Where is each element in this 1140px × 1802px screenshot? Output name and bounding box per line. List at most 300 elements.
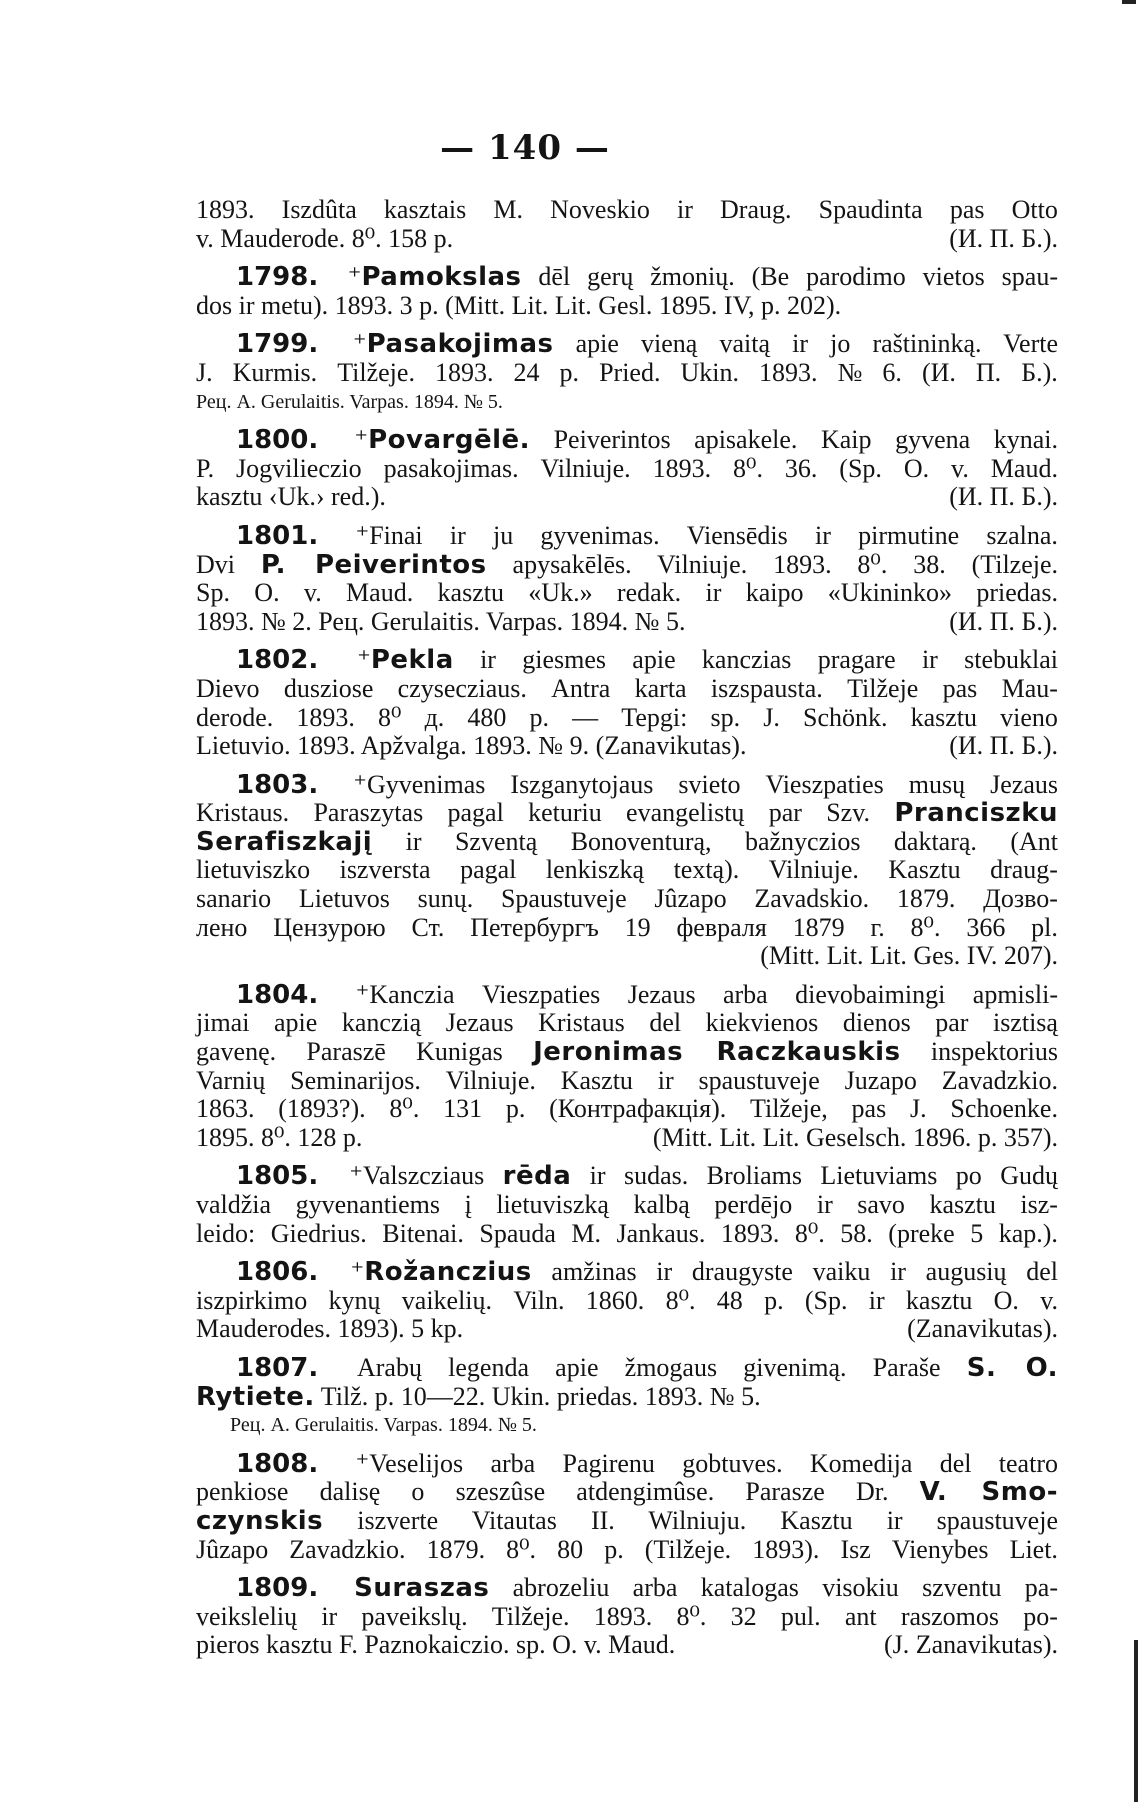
text-line bbox=[196, 1315, 1058, 1344]
word: spaustuveje bbox=[698, 1065, 820, 1095]
highlighted-name: P. Peiverintos bbox=[260, 549, 487, 580]
line-text bbox=[196, 646, 1058, 675]
word: Maud. bbox=[990, 453, 1058, 483]
word: dievobaimingi bbox=[795, 979, 946, 1009]
word: ⁺Gyvenimas bbox=[353, 769, 486, 799]
line-content: ⁺Pamokslas dēl gerų žmonių. (Be parodimo vietos spau- bbox=[347, 262, 1058, 293]
word: ir bbox=[676, 195, 693, 224]
entry-number: 1803. bbox=[236, 769, 319, 800]
bibliography-entry bbox=[196, 1450, 1058, 1564]
text-line bbox=[196, 1191, 1058, 1220]
line-text bbox=[196, 263, 1058, 292]
line-text bbox=[196, 292, 841, 321]
line-text bbox=[196, 388, 503, 417]
word: «Ukininko» bbox=[827, 578, 953, 608]
line-text bbox=[196, 732, 746, 761]
word: № bbox=[837, 357, 863, 387]
word: Lietuvos bbox=[298, 884, 390, 914]
word: Vieszpaties bbox=[765, 769, 884, 799]
word: gobtuves. bbox=[682, 1448, 783, 1478]
line-text bbox=[196, 1162, 1058, 1191]
line-text bbox=[196, 608, 686, 637]
source-ref: (И. П. Б.). bbox=[949, 606, 1058, 636]
highlighted-name: rēda bbox=[502, 1161, 572, 1192]
word: J. bbox=[909, 1094, 927, 1124]
word: 8⁰. bbox=[506, 1534, 537, 1564]
word: 8⁰. bbox=[733, 453, 763, 483]
word: ir bbox=[816, 1190, 833, 1219]
word: (Sp. bbox=[804, 1285, 848, 1315]
text-line bbox=[196, 646, 1058, 675]
word: O. bbox=[254, 578, 280, 608]
word: Viensēdis bbox=[686, 520, 788, 550]
highlighted-name: Pekla bbox=[370, 645, 454, 676]
line-content: ⁺Povargēlē. Peiverintos apisakele. Kaip gyvena kynai. bbox=[354, 425, 1058, 456]
line-text bbox=[196, 1038, 1058, 1067]
word: Tilžeje bbox=[847, 673, 919, 703]
bibliography-entry bbox=[196, 1258, 1058, 1344]
bibliography-entry bbox=[196, 1354, 1058, 1440]
text-line bbox=[196, 1162, 1058, 1191]
text-line bbox=[196, 579, 1058, 608]
word: ju bbox=[492, 520, 514, 550]
line-content: ⁺Rožanczius amžinas ir draugyste vaiku ir augusių del bbox=[350, 1257, 1058, 1288]
entry-number: 1802. bbox=[236, 645, 348, 676]
word: лено bbox=[196, 912, 248, 942]
word: veikslelių bbox=[196, 1601, 298, 1631]
text-line bbox=[196, 675, 1058, 704]
text-line bbox=[196, 330, 1058, 359]
word: Komedija bbox=[809, 1448, 913, 1478]
word: февраля bbox=[676, 912, 767, 942]
line-text bbox=[230, 1411, 537, 1440]
word: ⁺Finai bbox=[355, 520, 423, 550]
word: kanczią bbox=[341, 1008, 422, 1038]
text-line bbox=[196, 828, 1058, 857]
word: (И. bbox=[921, 357, 956, 387]
entry-number: 1805. bbox=[236, 1161, 340, 1192]
word: ir bbox=[815, 520, 831, 550]
text-line bbox=[196, 483, 1058, 512]
word: arba bbox=[722, 979, 768, 1009]
text-line bbox=[196, 1450, 1058, 1479]
word: Juzapo bbox=[844, 1065, 917, 1095]
entry-number: 1799. bbox=[236, 329, 343, 360]
line-text bbox=[196, 1315, 463, 1344]
word: perdējo bbox=[714, 1190, 793, 1219]
text-line bbox=[196, 359, 1058, 388]
line-content: Lietuvio. 1893. Apžvalga. 1893. № 9. (Zanavikutas). bbox=[196, 731, 747, 761]
line-content: ⁺Pekla ir giesmes apie kanczias pragare ir stebuklai bbox=[357, 645, 1058, 676]
word: į bbox=[464, 1190, 472, 1219]
text-line bbox=[196, 1507, 1058, 1536]
text-line bbox=[196, 1095, 1058, 1124]
text-line bbox=[196, 1287, 1058, 1316]
word: 8⁰. bbox=[676, 1601, 707, 1631]
line-content: Rytiete. Tilž. p. 10—22. Ukin. priedas. 1893. № 5. bbox=[196, 1381, 761, 1412]
line-text bbox=[196, 426, 1058, 455]
highlighted-name: Povargēlē. bbox=[368, 425, 531, 456]
word: redak. bbox=[616, 578, 682, 608]
line-content: Serafiszkajį ir Szventą Bonoventurą, bažnyczios daktarą. (Ant bbox=[196, 826, 1058, 857]
word: textą). bbox=[673, 855, 740, 885]
line-text bbox=[196, 1631, 675, 1660]
word: sp. bbox=[710, 702, 741, 732]
word: 5 bbox=[970, 1218, 984, 1248]
text-line bbox=[196, 704, 1058, 733]
word: ⁺Kanczia bbox=[355, 979, 455, 1009]
line-text bbox=[196, 1574, 1058, 1603]
word: pas bbox=[942, 673, 978, 703]
word: Pagirenu bbox=[562, 1448, 655, 1478]
word: kasztais bbox=[383, 195, 467, 224]
word: Kasztu bbox=[888, 855, 961, 885]
entry-number: 1807. bbox=[236, 1352, 347, 1383]
word: del bbox=[649, 1008, 682, 1038]
word: Seminarijos. bbox=[290, 1065, 421, 1095]
word: П. bbox=[975, 357, 1002, 387]
text-line bbox=[196, 263, 1058, 292]
word: Noveskio bbox=[550, 195, 650, 224]
word: Zavadzkio. bbox=[941, 1065, 1058, 1095]
word: kasztu bbox=[437, 578, 504, 608]
word: д. bbox=[424, 702, 445, 732]
word: sanario bbox=[196, 884, 272, 914]
line-text bbox=[196, 1507, 1058, 1536]
word: Цензурою bbox=[273, 912, 386, 942]
line-text bbox=[196, 1478, 1058, 1507]
word: г. bbox=[870, 912, 885, 942]
word: Tepgi: bbox=[621, 702, 688, 732]
word: (Tilžeje. bbox=[644, 1534, 732, 1564]
word: P. bbox=[196, 453, 215, 483]
word: Spaustuveje bbox=[500, 884, 627, 914]
word: raszomos bbox=[900, 1601, 1000, 1631]
text-line bbox=[196, 1536, 1058, 1565]
word: «Uk.» bbox=[528, 578, 593, 608]
word: dienos bbox=[842, 1008, 911, 1038]
word: ir bbox=[705, 578, 722, 608]
edge-mark-top bbox=[1122, 0, 1136, 4]
word: Tilžeje. bbox=[491, 1601, 570, 1631]
text-line bbox=[196, 1354, 1058, 1383]
word: Kurmis. bbox=[232, 357, 318, 387]
text-line bbox=[196, 522, 1058, 551]
source-ref: (И. П. Б.). bbox=[949, 223, 1058, 253]
text-line bbox=[196, 225, 1058, 254]
word: iszspausta. bbox=[710, 673, 823, 703]
text-line bbox=[196, 1631, 1058, 1660]
word: karta bbox=[634, 673, 687, 703]
word: musų bbox=[908, 769, 966, 799]
text-line bbox=[196, 388, 1058, 417]
word: Draug. bbox=[720, 195, 792, 224]
word: 48 bbox=[716, 1285, 743, 1315]
text-line bbox=[196, 1383, 1058, 1412]
line-text bbox=[196, 225, 453, 254]
word: Б.). bbox=[1021, 357, 1058, 387]
word: vieno bbox=[1000, 702, 1058, 732]
bibliography-entry bbox=[196, 263, 1058, 320]
highlighted-name: S. O. bbox=[966, 1352, 1058, 1383]
line-content: 1895. 8⁰. 128 p. bbox=[196, 1122, 363, 1152]
text-line bbox=[196, 981, 1058, 1010]
word: p. bbox=[604, 1534, 624, 1564]
word: iszpirkimo bbox=[196, 1285, 308, 1315]
word: 32 bbox=[730, 1601, 757, 1631]
word: Liet. bbox=[1009, 1534, 1058, 1564]
word: p. bbox=[505, 1094, 526, 1124]
highlighted-name: czynskis bbox=[196, 1505, 324, 1536]
word: ⁺Veselijos bbox=[355, 1448, 464, 1478]
word: Tilžeje, bbox=[750, 1094, 828, 1124]
word: czysecziaus. bbox=[397, 673, 527, 703]
bibliography-entry bbox=[196, 196, 1058, 253]
word: Antra bbox=[551, 673, 611, 703]
word: kap.). bbox=[998, 1218, 1058, 1248]
word: iszversta bbox=[339, 855, 431, 885]
word: teatro bbox=[998, 1448, 1058, 1478]
line-content: Рец. А. Gerulaitis. Varpas. 1894. № 5. bbox=[196, 390, 503, 413]
text-line bbox=[196, 426, 1058, 455]
word: Schönk. bbox=[802, 702, 888, 732]
bibliography-entry bbox=[196, 1162, 1058, 1248]
word: Дозво- bbox=[983, 884, 1058, 914]
bibliography-entry bbox=[196, 426, 1058, 512]
word: (Контрафакція). bbox=[549, 1094, 727, 1124]
word: p. bbox=[529, 702, 550, 732]
entry-number: 1804. bbox=[236, 979, 319, 1010]
word: kasztu bbox=[910, 702, 978, 732]
word: dusziose bbox=[283, 673, 374, 703]
word: arba bbox=[490, 1448, 536, 1478]
word: kaipo bbox=[745, 578, 804, 608]
word: 1893. bbox=[296, 702, 355, 732]
line-content: v. Mauderode. 8⁰. 158 p. bbox=[196, 223, 454, 253]
line-text bbox=[196, 551, 1058, 580]
highlighted-name: Jeronimas Raczkauskis bbox=[533, 1037, 901, 1068]
word: sunų. bbox=[417, 884, 474, 914]
word: Zavadzkio. bbox=[289, 1534, 406, 1564]
word: 1893. bbox=[196, 195, 255, 224]
text-line bbox=[196, 1478, 1058, 1507]
word: Jûzapo bbox=[654, 884, 727, 914]
text-line bbox=[196, 1258, 1058, 1287]
word: 1860. bbox=[585, 1285, 645, 1315]
text-line bbox=[196, 799, 1058, 828]
word: 1893. bbox=[652, 453, 712, 483]
word: Ukin. bbox=[680, 357, 739, 387]
word: 6. bbox=[882, 357, 902, 387]
line-text bbox=[196, 330, 1058, 359]
source-ref: (Zanavikutas). bbox=[907, 1314, 1058, 1344]
word: 1893. bbox=[593, 1601, 653, 1631]
bibliography-entry bbox=[196, 981, 1058, 1153]
word: gyvenimas. bbox=[540, 520, 660, 550]
word: Bitenai. bbox=[382, 1218, 464, 1248]
text-line bbox=[196, 1603, 1058, 1632]
word: pl. bbox=[1031, 912, 1058, 942]
word: kiekvienos bbox=[705, 1008, 819, 1038]
word: (preke bbox=[888, 1218, 955, 1248]
word: 1893. bbox=[759, 357, 818, 387]
line-text bbox=[196, 483, 386, 512]
text-line bbox=[196, 1038, 1058, 1067]
text-line bbox=[196, 1574, 1058, 1603]
word: Schoenke. bbox=[950, 1094, 1058, 1124]
word: Jezaus bbox=[445, 1008, 514, 1038]
word: lietuviszko bbox=[196, 855, 311, 885]
highlighted-name: Rytiete. bbox=[196, 1381, 315, 1412]
entry-number: 1808. bbox=[236, 1448, 319, 1479]
line-text bbox=[196, 1354, 1058, 1383]
word: 58. bbox=[840, 1218, 873, 1248]
text-line bbox=[196, 196, 1058, 225]
line-content: ⁺Pasakojimas apie vieną vaitą ir jo raštininką. Verte bbox=[352, 329, 1058, 360]
text-line bbox=[196, 455, 1058, 484]
word: ir bbox=[321, 1601, 338, 1631]
word: 1893. bbox=[434, 357, 494, 387]
word: jimai bbox=[196, 1008, 250, 1038]
word: (Sp. bbox=[839, 453, 882, 483]
entry-number: 1801. bbox=[236, 520, 319, 551]
line-content: Kristaus. Paraszytas pagal keturiu evangelistų par Szv. Pranciszku bbox=[196, 798, 1058, 829]
highlighted-name: Serafiszkajį bbox=[196, 826, 373, 857]
word: par bbox=[935, 1008, 969, 1038]
word: Ст. bbox=[411, 912, 445, 942]
word: Iszdûta bbox=[281, 195, 357, 224]
line-content: Dvi P. Peiverintos apysakēlēs. Vilniuje. 1893. 8⁰. 38. (Tilzeje. bbox=[196, 549, 1059, 580]
line-content: Arabų legenda apie žmogaus givenimą. Paraše S. O. bbox=[356, 1352, 1058, 1383]
word: Spauda bbox=[479, 1218, 556, 1248]
line-text bbox=[196, 1124, 362, 1153]
word: Kristaus bbox=[538, 1008, 625, 1038]
source-ref: (И. П. Б.). bbox=[949, 731, 1058, 761]
text-line bbox=[196, 732, 1058, 761]
text-line bbox=[196, 551, 1058, 580]
word: 8⁰ bbox=[378, 702, 402, 732]
text-line bbox=[196, 1220, 1058, 1249]
highlighted-name: Pasakojimas bbox=[366, 329, 554, 360]
word: savo bbox=[857, 1190, 905, 1219]
word: 366 bbox=[966, 912, 1006, 942]
word: 8⁰. bbox=[665, 1285, 696, 1315]
entry-number: 1798. bbox=[236, 262, 338, 293]
text-line bbox=[196, 1067, 1058, 1096]
word: 1879. bbox=[896, 884, 956, 914]
word: gyvenantiems bbox=[295, 1190, 441, 1219]
word: p. bbox=[559, 357, 580, 387]
word: lietuviszką bbox=[496, 1190, 609, 1219]
word: Jûzapo bbox=[196, 1534, 269, 1564]
word: Dievo bbox=[196, 673, 260, 703]
word: ir bbox=[868, 1285, 885, 1315]
line-content: dos ir metu). 1893. 3 p. (Mitt. Lit. Lit. Gesl. 1895. IV, p. 202). bbox=[196, 290, 842, 320]
line-content: czynskis iszverte Vitautas II. Wilniuju. Kasztu ir spaustuveje bbox=[196, 1505, 1058, 1536]
word: Tilžeje. bbox=[337, 357, 415, 387]
word: kasztu bbox=[929, 1190, 996, 1219]
line-content: ⁺Valszcziaus rēda ir sudas. Broliams Lietuviams po Gudų bbox=[349, 1161, 1058, 1192]
bibliography-entry bbox=[196, 522, 1058, 636]
word: isztisą bbox=[992, 1008, 1058, 1038]
word: 1879. bbox=[426, 1534, 486, 1564]
line-content: Рец. А. Gerulaitis. Varpas. 1894. № 5. bbox=[230, 1414, 537, 1437]
highlighted-name: Rožanczius bbox=[364, 1257, 532, 1288]
word: ir bbox=[657, 1065, 674, 1095]
word: v. bbox=[1040, 1285, 1058, 1315]
word: Jankaus. bbox=[616, 1218, 706, 1248]
line-content: penkiose dalisę o szeszûse atdengimûse. Parasze Dr. V. Smo- bbox=[196, 1477, 1059, 1508]
text-line bbox=[196, 942, 1058, 971]
page-number: — 140 — bbox=[440, 128, 610, 168]
word: Iszganytojaus bbox=[510, 769, 654, 799]
word: Петербургъ bbox=[470, 912, 599, 942]
word: 8⁰. bbox=[389, 1094, 420, 1124]
line-content: (Mitt. Lit. Lit. Ges. IV. 207). bbox=[760, 941, 1058, 971]
word: O. bbox=[993, 1285, 1019, 1315]
line-text bbox=[196, 828, 1058, 857]
word: ir bbox=[449, 520, 466, 550]
word: 19 bbox=[624, 912, 651, 942]
word: pasakojimas. bbox=[383, 453, 519, 483]
word: v. bbox=[303, 578, 322, 608]
line-content: 1893. № 2. Рец. Gerulaitis. Varpas. 1894. № 5. bbox=[196, 606, 686, 636]
word: Jogvilieczio bbox=[236, 453, 362, 483]
word: Sp. bbox=[196, 578, 230, 608]
word: vaikelių. bbox=[401, 1285, 493, 1315]
entry-number-wrap bbox=[196, 522, 328, 551]
word: M. bbox=[571, 1218, 602, 1248]
word: O. bbox=[903, 453, 930, 483]
word: kasztu bbox=[905, 1285, 973, 1315]
source-ref: (J. Zanavikutas). bbox=[883, 1630, 1058, 1660]
line-text bbox=[196, 799, 1058, 828]
word: M. bbox=[493, 195, 523, 224]
word: Zavadskio. bbox=[754, 884, 870, 914]
word: apie bbox=[273, 1008, 318, 1038]
word: 1863. bbox=[196, 1094, 255, 1124]
line-content: Mauderodes. 1893). 5 kp. bbox=[196, 1314, 464, 1344]
word: priedas. bbox=[976, 578, 1058, 608]
entry-number-wrap bbox=[196, 1450, 328, 1479]
entry-number-wrap bbox=[196, 771, 328, 800]
word: Pried. bbox=[599, 357, 661, 387]
line-content: kasztu ‹Uk.› red.). bbox=[196, 482, 386, 512]
word: 8⁰. bbox=[910, 912, 941, 942]
word: kynų bbox=[328, 1285, 381, 1315]
word: 1893). bbox=[752, 1534, 820, 1564]
word: derode. bbox=[196, 702, 274, 732]
highlighted-name: Pranciszku bbox=[894, 798, 1058, 829]
word: 480 bbox=[467, 702, 507, 732]
word: svieto bbox=[678, 769, 741, 799]
word: Vilniuje. bbox=[445, 1065, 536, 1095]
word: Viln. bbox=[513, 1285, 565, 1315]
edge-mark-right bbox=[1134, 1640, 1138, 1802]
word: valdžia bbox=[196, 1190, 272, 1219]
word: J. bbox=[196, 357, 213, 387]
text-line bbox=[196, 1124, 1058, 1153]
bibliography-entry bbox=[196, 1574, 1058, 1660]
word: 8⁰. bbox=[794, 1218, 825, 1248]
bibliography-entry bbox=[196, 646, 1058, 760]
word: v. bbox=[951, 453, 969, 483]
highlighted-name: V. Smo- bbox=[919, 1477, 1059, 1508]
word: Giedrius. bbox=[270, 1218, 367, 1248]
word: Mau- bbox=[1001, 673, 1058, 703]
source-ref: (Mitt. Lit. Lit. Geselsch. 1896. p. 357). bbox=[652, 1122, 1058, 1152]
word: Maud. bbox=[346, 578, 414, 608]
